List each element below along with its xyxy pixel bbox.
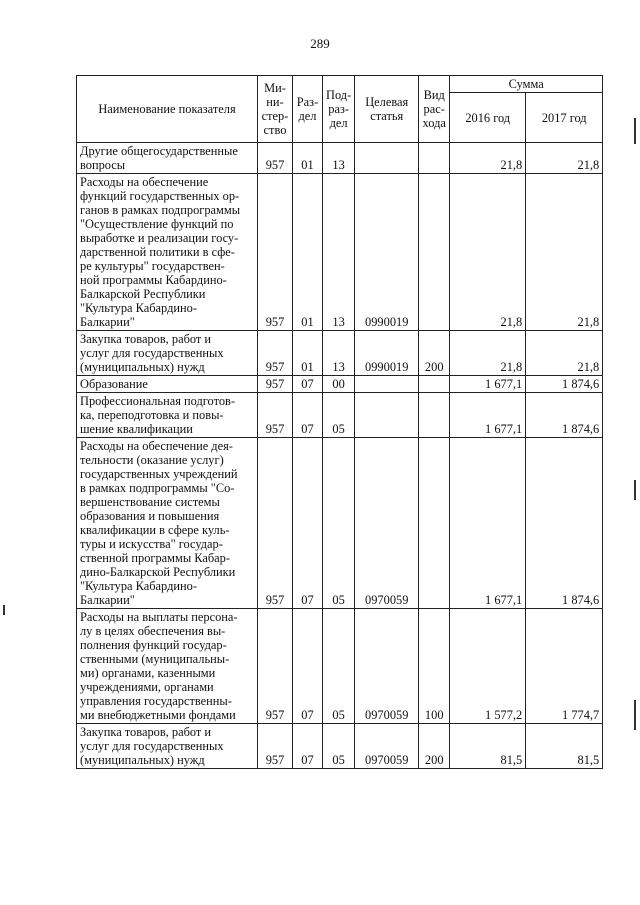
cell-subsection: 13 — [323, 174, 355, 331]
table-row — [77, 376, 603, 393]
cell-ministry: 957 — [258, 331, 293, 376]
cell-subsection: 05 — [323, 393, 355, 438]
header-type: Вид рас- хода — [419, 76, 450, 143]
cell-2017: 1 874,6 — [526, 376, 603, 393]
header-2016: 2016 год — [450, 93, 526, 143]
cell-2016: 81,5 — [450, 724, 526, 769]
cell-section: 07 — [293, 376, 323, 393]
cell-subsection: 13 — [323, 331, 355, 376]
cell-2016: 1 577,2 — [450, 609, 526, 724]
cell-subsection: 05 — [323, 724, 355, 769]
cell-target: 0990019 — [355, 331, 419, 376]
cell-target — [355, 376, 419, 393]
cell-ministry: 957 — [258, 609, 293, 724]
cell-subsection: 13 — [323, 143, 355, 174]
cell-type: 100 — [419, 609, 450, 724]
table-row — [77, 143, 603, 174]
table-row — [77, 331, 603, 376]
cell-type: 200 — [419, 724, 450, 769]
header-2017: 2017 год — [526, 93, 603, 143]
header-section: Раз- дел — [293, 76, 323, 143]
cell-name: Закупка товаров, работ и услуг для государственных (муниципальных) нужд — [77, 331, 258, 376]
table-row — [77, 438, 603, 609]
budget-table — [76, 75, 603, 769]
cell-name: Другие общегосударственные вопросы — [77, 143, 258, 174]
cell-2017: 1 774,7 — [526, 609, 603, 724]
cell-ministry: 957 — [258, 376, 293, 393]
header-target: Целевая статья — [355, 76, 419, 143]
cell-name: Расходы на обеспечение дея- тельности (оказание услуг) государственных учреждений в рамках подпрограммы "Со- вершенствование системы образования и повышения квалификации в сфере куль- туры и искусства" государ- ственной программы Кабар- дино-Балкарской Республики "Культура Кабардино- Балкарии" — [77, 438, 258, 609]
cell-subsection: 05 — [323, 438, 355, 609]
cell-section: 01 — [293, 174, 323, 331]
cell-name: Профессиональная подготов- ка, переподготовка и повы- шение квалификации — [77, 393, 258, 438]
margin-mark — [634, 480, 636, 500]
cell-section: 07 — [293, 724, 323, 769]
cell-section: 07 — [293, 438, 323, 609]
cell-section: 07 — [293, 393, 323, 438]
cell-type: 200 — [419, 331, 450, 376]
margin-mark — [3, 605, 5, 615]
cell-ministry: 957 — [258, 143, 293, 174]
cell-type — [419, 393, 450, 438]
cell-ministry: 957 — [258, 393, 293, 438]
cell-2016: 1 677,1 — [450, 393, 526, 438]
header-sum: Сумма — [450, 76, 603, 93]
header-name: Наименование показателя — [77, 76, 258, 143]
cell-type — [419, 174, 450, 331]
cell-target: 0970059 — [355, 724, 419, 769]
cell-target — [355, 393, 419, 438]
cell-type — [419, 143, 450, 174]
cell-2017: 81,5 — [526, 724, 603, 769]
cell-2017: 21,8 — [526, 174, 603, 331]
cell-subsection: 00 — [323, 376, 355, 393]
header-subsection: Под- раз- дел — [323, 76, 355, 143]
cell-type — [419, 376, 450, 393]
page-number: 289 — [310, 36, 330, 51]
cell-2016: 1 677,1 — [450, 376, 526, 393]
cell-ministry: 957 — [258, 438, 293, 609]
cell-target: 0970059 — [355, 609, 419, 724]
cell-name: Расходы на выплаты персона- лу в целях обеспечения вы- полнения функций государ- ственными (муниципальны- ми) органами, казенными учреждениями, органами управления государственны- ми внебюджетными фондами — [77, 609, 258, 724]
header-ministry: Ми- ни- стер- ство — [258, 76, 293, 143]
cell-2016: 21,8 — [450, 143, 526, 174]
cell-target — [355, 143, 419, 174]
cell-type — [419, 438, 450, 609]
cell-name: Расходы на обеспечение функций государственных ор- ганов в рамках подпрограммы "Осуществление функций по выработке и реализации госу- дарственной политики в сфе- ре культуры" государствен- ной программы Кабардино- Балкарской Республики "Культура Кабардино- Балкарии" — [77, 174, 258, 331]
margin-mark — [634, 700, 636, 730]
cell-ministry: 957 — [258, 174, 293, 331]
cell-2017: 21,8 — [526, 331, 603, 376]
cell-section: 01 — [293, 331, 323, 376]
cell-name: Закупка товаров, работ и услуг для государственных (муниципальных) нужд — [77, 724, 258, 769]
cell-2016: 21,8 — [450, 174, 526, 331]
margin-mark — [634, 118, 636, 144]
cell-target: 0970059 — [355, 438, 419, 609]
table-row — [77, 393, 603, 438]
table-row — [77, 174, 603, 331]
cell-2016: 21,8 — [450, 331, 526, 376]
cell-section: 01 — [293, 143, 323, 174]
cell-target: 0990019 — [355, 174, 419, 331]
cell-ministry: 957 — [258, 724, 293, 769]
table-row — [77, 609, 603, 724]
cell-2016: 1 677,1 — [450, 438, 526, 609]
table-row — [77, 724, 603, 769]
cell-subsection: 05 — [323, 609, 355, 724]
cell-2017: 1 874,6 — [526, 393, 603, 438]
cell-2017: 21,8 — [526, 143, 603, 174]
cell-name: Образование — [77, 376, 258, 393]
cell-2017: 1 874,6 — [526, 438, 603, 609]
cell-section: 07 — [293, 609, 323, 724]
